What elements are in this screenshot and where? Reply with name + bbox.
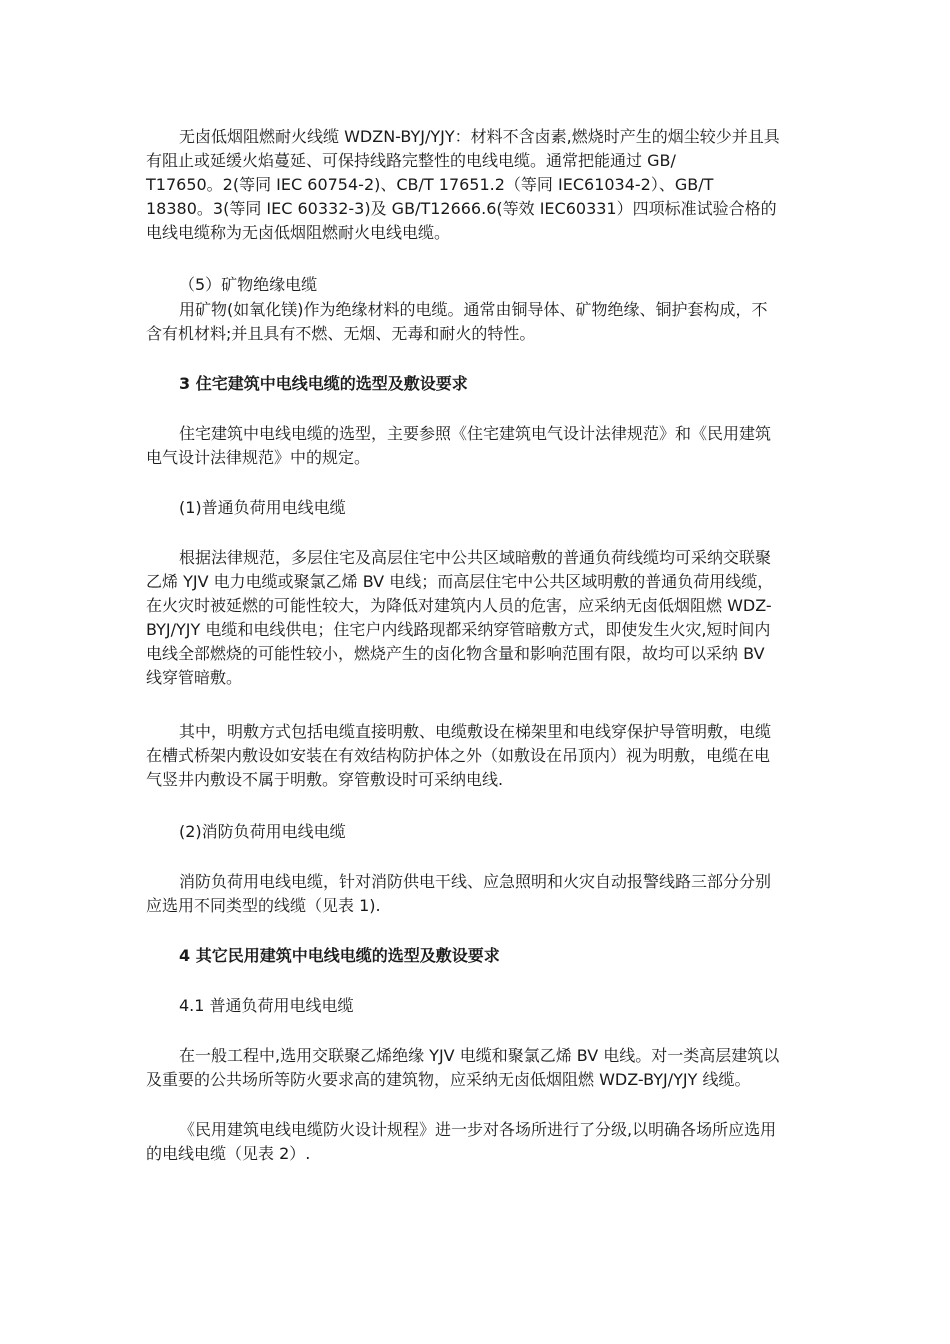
paragraph-open-laying bbox=[146, 720, 806, 792]
paragraph-fire-load bbox=[146, 870, 806, 918]
text-line: 的电线电缆（见表 2）. bbox=[146, 1144, 311, 1163]
text-line: 在槽式桥架内敷设如安装在有效结构防护体之外（如敷设在吊顶内）视为明敷，电缆在电 bbox=[146, 746, 771, 765]
text-line: 及重要的公共场所等防火要求高的建筑物，应采纳无卤低烟阻燃 WDZ-BYJ/YJY 线缆。 bbox=[146, 1070, 751, 1089]
paragraph-normal-load-regulation bbox=[146, 546, 806, 690]
text-line: T17650。2(等同 IEC 60754-2)、CB/T 17651.2（等同 IEC61034-2）、GB/T bbox=[146, 175, 714, 194]
text-line: 线穿管暗敷。 bbox=[146, 668, 243, 687]
paragraph-halogen-free-fire-resistant-cable bbox=[146, 125, 806, 245]
paragraph-general-engineering bbox=[146, 1044, 806, 1092]
text-line: BYJ/YJY 电缆和电线供电；住宅户内线路现都采纳穿管暗敷方式，即使发生火灾,短时间内 bbox=[146, 620, 771, 639]
text-line: 无卤低烟阻燃耐火线缆 WDZN-BYJ/YJY：材料不含卤素,燃烧时产生的烟尘较少并且具 bbox=[179, 127, 780, 146]
text-line: (2)消防负荷用电线电缆 bbox=[179, 822, 346, 841]
text-line: 用矿物(如氧化镁)作为绝缘材料的电缆。通常由铜导体、矿物绝缘、铜护套构成，不 bbox=[179, 300, 768, 319]
subheading-fire-load bbox=[146, 820, 806, 844]
text-line: (1)普通负荷用电线电缆 bbox=[179, 498, 346, 517]
text-line: 有阻止或延缓火焰蔓延、可保持线路完整性的电线电缆。通常把能通过 GB/ bbox=[146, 151, 676, 170]
paragraph-fire-design-code bbox=[146, 1118, 806, 1166]
text-line: 在一般工程中,选用交联聚乙烯绝缘 YJV 电缆和聚氯乙烯 BV 电线。对一类高层建筑以 bbox=[179, 1046, 780, 1065]
text-line: 18380。3(等同 IEC 60332-3)及 GB/T12666.6(等效 IEC60331）四项标准试验合格的 bbox=[146, 199, 777, 218]
text-line: 电线全部燃烧的可能性较小，燃烧产生的卤化物含量和影响范围有限，故均可以采纳 BV bbox=[146, 644, 765, 663]
text-line: 气竖井内敷设不属于明敷。穿管敷设时可采纳电线. bbox=[146, 770, 504, 789]
subheading-mineral-insulated-cable bbox=[146, 273, 806, 297]
text-line: 含有机材料;并且具有不燃、无烟、无毒和耐火的特性。 bbox=[146, 324, 536, 343]
text-line: 应选用不同类型的线缆（见表 1). bbox=[146, 896, 381, 915]
text-line: 住宅建筑中电线电缆的选型，主要参照《住宅建筑电气设计法律规范》和《民用建筑 bbox=[179, 424, 772, 443]
section-heading-3 bbox=[146, 372, 806, 396]
text-line: 其中，明敷方式包括电缆直接明敷、电缆敷设在梯架里和电线穿保护导管明敷，电缆 bbox=[179, 722, 772, 741]
paragraph-mineral-insulated-cable bbox=[146, 298, 806, 346]
subheading-normal-load bbox=[146, 496, 806, 520]
text-line: 电气设计法律规范》中的规定。 bbox=[146, 448, 371, 467]
text-line: 乙烯 YJV 电力电缆或聚氯乙烯 BV 电线；而高层住宅中公共区域明敷的普通负荷用线缆， bbox=[146, 572, 774, 591]
text-line: 3 住宅建筑中电线电缆的选型及敷设要求 bbox=[179, 374, 468, 393]
text-line: 根据法律规范，多层住宅及高层住宅中公共区域暗敷的普通负荷线缆均可采纳交联聚 bbox=[179, 548, 772, 567]
subheading-4-1 bbox=[146, 994, 806, 1018]
text-line: 电线电缆称为无卤低烟阻燃耐火电线电缆。 bbox=[146, 223, 451, 242]
text-line: 4 其它民用建筑中电线电缆的选型及敷设要求 bbox=[179, 946, 500, 965]
section-heading-4 bbox=[146, 944, 806, 968]
text-line: 《民用建筑电线电缆防火设计规程》进一步对各场所进行了分级,以明确各场所应选用 bbox=[179, 1120, 777, 1139]
text-line: （5）矿物绝缘电缆 bbox=[179, 275, 318, 294]
text-line: 消防负荷用电线电缆，针对消防供电干线、应急照明和火灾自动报警线路三部分分别 bbox=[179, 872, 772, 891]
text-line: 在火灾时被延燃的可能性较大，为降低对建筑内人员的危害，应采纳无卤低烟阻燃 WDZ- bbox=[146, 596, 772, 615]
text-line: 4.1 普通负荷用电线电缆 bbox=[179, 996, 354, 1015]
paragraph-residential-selection bbox=[146, 422, 806, 470]
